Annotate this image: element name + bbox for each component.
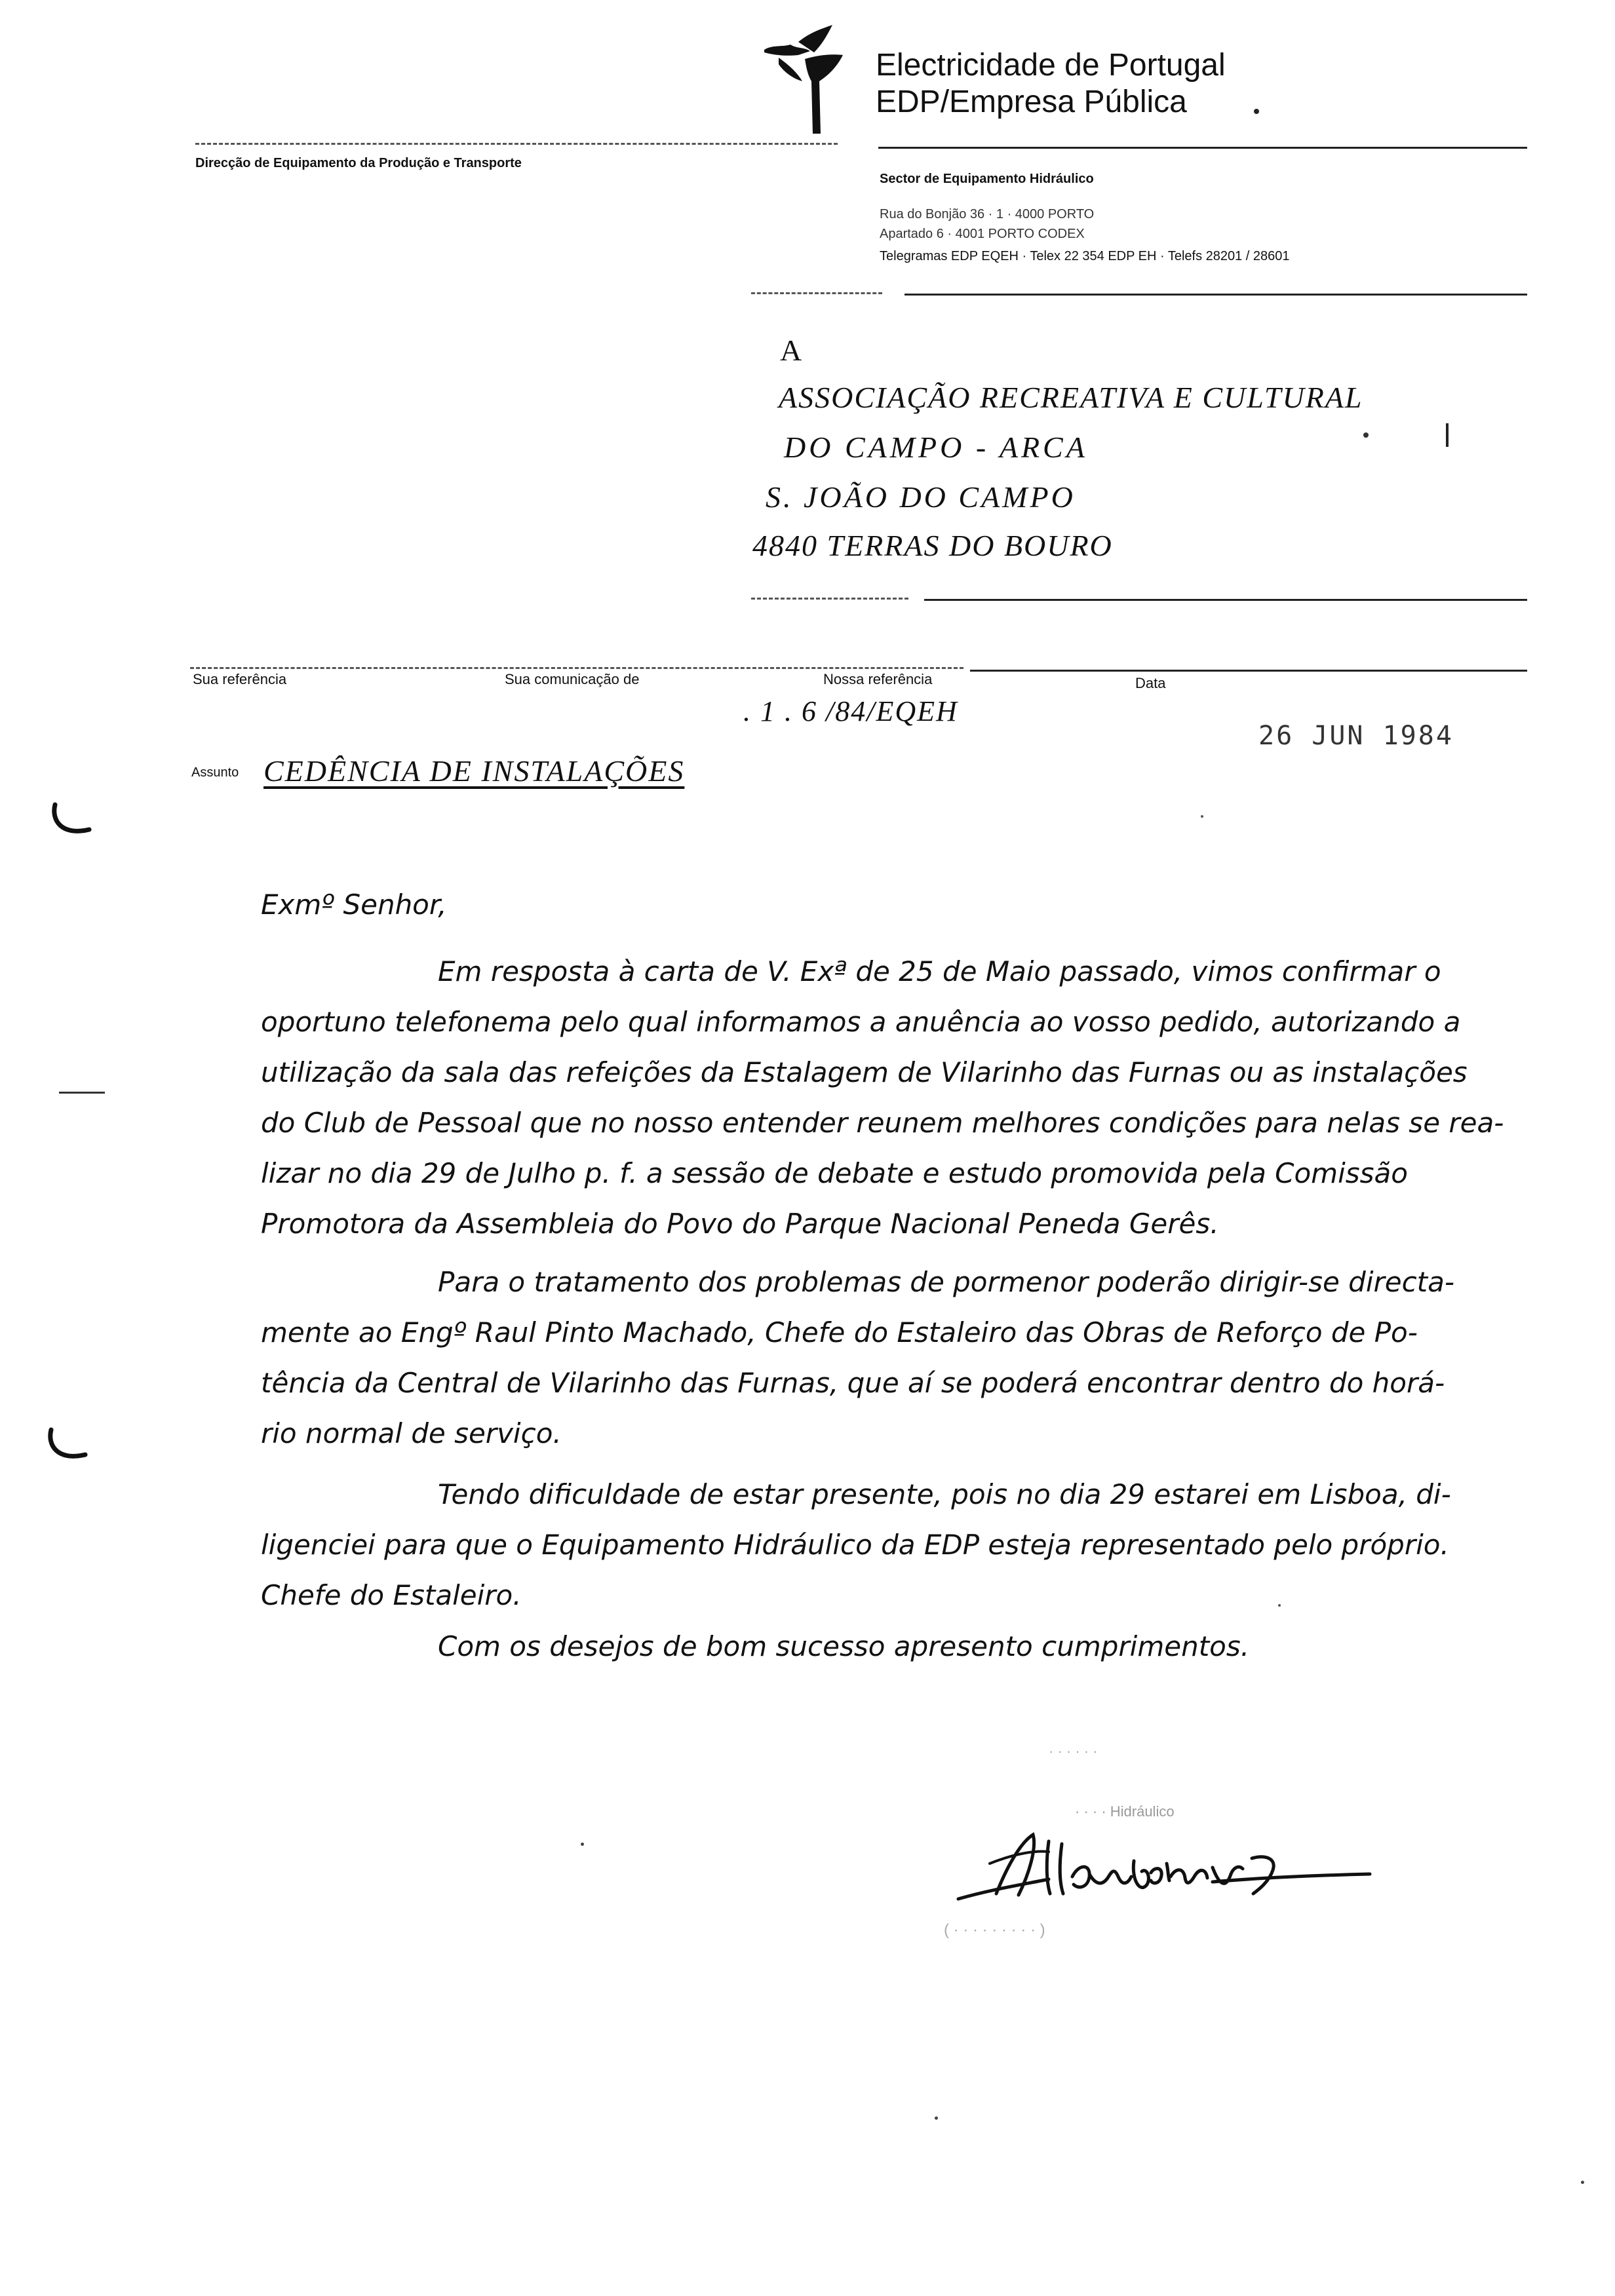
speck <box>1581 2181 1584 2184</box>
letterhead-divider-right <box>878 147 1527 149</box>
recipient-dot <box>1363 432 1369 438</box>
speck <box>1201 815 1203 818</box>
paragraph-1-line: do Club de Pessoal que no nosso entender reunem melhores condições para nelas se rea- <box>261 1107 1504 1139</box>
paragraph-1-line: Em resposta à carta de V. Exª de 25 de Maio passado, vimos confirmar o <box>438 955 1441 987</box>
speck <box>935 2116 938 2120</box>
recipient-divider-left <box>751 598 908 600</box>
punch-mark-top <box>49 801 94 840</box>
paragraph-3-line: ligenciei para que o Equipamento Hidráulico da EDP esteja representado pelo próprio. <box>261 1529 1449 1561</box>
sua-referencia-label: Sua referência <box>193 671 287 687</box>
paragraph-2-line: mente ao Engº Raul Pinto Machado, Chefe do Estaleiro das Obras de Reforço de Po- <box>261 1316 1418 1349</box>
nossa-referencia-value: . 1 . 6 /84/EQEH <box>743 695 958 727</box>
paragraph-3-line: Tendo dificuldade de estar presente, pois no dia 29 estarei em Lisboa, di- <box>438 1478 1451 1510</box>
edp-logo <box>759 18 864 136</box>
signature-name-faint: ( · · · · · · · · · ) <box>944 1921 1045 1939</box>
edp-logo-icon <box>759 18 864 136</box>
recipient-prefix: A <box>780 334 802 367</box>
paragraph-2-line: rio normal de serviço. <box>261 1417 562 1449</box>
company-name-line1: Electricidade de Portugal <box>876 48 1226 83</box>
paragraph-3 <box>261 1469 1493 1620</box>
department-label: Direcção de Equipamento da Produção e Transporte <box>195 156 522 170</box>
letterhead-dot <box>1254 109 1259 114</box>
recipient-line3: S. JOÃO DO CAMPO <box>766 480 1076 514</box>
signature-faint-line1: · · · · · · <box>1049 1743 1098 1759</box>
paragraph-1-line: oportuno telefonema pelo qual informamos a anuência ao vosso pedido, autorizando a <box>261 1006 1461 1038</box>
letterhead-divider-left <box>195 143 838 145</box>
recipient-line4: 4840 TERRAS DO BOURO <box>752 529 1113 562</box>
recipient-line1: ASSOCIAÇÃO RECREATIVA E CULTURAL <box>779 381 1363 414</box>
paragraph-1 <box>261 946 1504 1249</box>
date-stamp: 26 JUN 1984 <box>1258 721 1454 751</box>
data-label: Data <box>1135 675 1166 691</box>
recipient-tick-mark <box>1446 423 1449 447</box>
address-line3: Telegramas EDP EQEH · Telex 22 354 EDP EH · Telefs 28201 / 28601 <box>880 249 1290 263</box>
paragraph-3-line: Chefe do Estaleiro. <box>261 1579 522 1611</box>
company-name-line2: EDP/Empresa Pública <box>876 85 1187 119</box>
subject-text: CEDÊNCIA DE INSTALAÇÕES <box>263 754 685 788</box>
punch-mark-bottom <box>45 1426 90 1465</box>
signature-faint-line2: · · · · Hidráulico <box>1075 1803 1175 1820</box>
recipient-line2: DO CAMPO - ARCA <box>784 430 1088 464</box>
address-line1: Rua do Bonjão 36 · 1 · 4000 PORTO <box>880 207 1095 221</box>
address-divider-right <box>905 294 1527 296</box>
salutation: Exmº Senhor, <box>261 889 447 921</box>
sector-label: Sector de Equipamento Hidráulico <box>880 172 1094 186</box>
reference-divider-left <box>190 667 963 669</box>
speck <box>1278 1604 1281 1607</box>
reference-divider-right <box>970 670 1527 672</box>
closing-line: Com os desejos de bom sucesso apresento cumprimentos. <box>438 1630 1250 1662</box>
paragraph-1-line: utilização da sala das refeições da Estalagem de Vilarinho das Furnas ou as instalações <box>261 1056 1468 1088</box>
recipient-divider-right <box>924 599 1527 601</box>
speck <box>581 1843 584 1846</box>
paragraph-1-line: lizar no dia 29 de Julho p. f. a sessão de debate e estudo promovida pela Comissão <box>261 1157 1408 1189</box>
subject-label: Assunto <box>191 765 239 780</box>
margin-fold-line <box>59 1092 105 1094</box>
nossa-referencia-label: Nossa referência <box>823 671 933 687</box>
address-line2: Apartado 6 · 4001 PORTO CODEX <box>880 227 1085 241</box>
paragraph-2-line: Para o tratamento dos problemas de pormenor poderão dirigir-se directa- <box>438 1266 1455 1298</box>
sua-comunicacao-label: Sua comunicação de <box>505 671 640 687</box>
address-divider-left <box>751 292 882 294</box>
paragraph-1-line: Promotora da Assembleia do Povo do Parque Nacional Peneda Gerês. <box>261 1208 1219 1240</box>
paragraph-2-line: tência da Central de Vilarinho das Furnas, que aí se poderá encontrar dentro do horá- <box>261 1367 1445 1399</box>
paragraph-2 <box>261 1257 1493 1459</box>
handwritten-signature <box>950 1822 1376 1913</box>
